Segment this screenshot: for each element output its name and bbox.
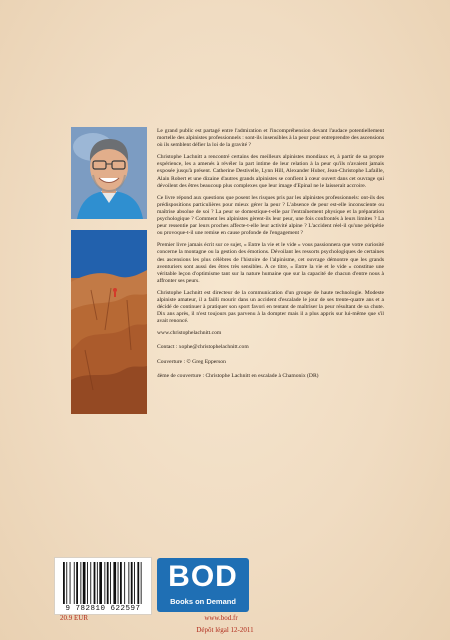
bod-tagline: Books on Demand [170, 597, 236, 606]
back-cover-credit: 4ème de couverture : Christophe Lachnitt en escalade à Chamonix (DR) [157, 372, 319, 379]
bod-logo-text: BOD [168, 560, 238, 593]
publisher-site[interactable] [0, 614, 450, 622]
climbing-photo [71, 230, 147, 414]
author-portrait-photo [71, 127, 147, 219]
bod-logo [157, 558, 249, 612]
legal-deposit: Dépôt légal 12-2011 [196, 626, 254, 634]
cover-credit: Couverture : © Greg Epperson [157, 358, 226, 365]
paragraph: Christophe Lachnitt est directeur de la communication d'un groupe de haute technologie. Modeste alpiniste amateur, il a failli mourir dans un accident d'escalade le jour de ses trente-quatre ans et a décidé de continuer à pratiquer son sport favori en tentant de maîtriser la peur résultant de sa chute. Dix ans après, il n'est toujours pas parvenu à la dompter mais il a plus appris sur lui-même que s'il avait renoncé. [157, 289, 384, 325]
publisher-site-text[interactable]: www.bod.fr [204, 614, 238, 622]
back-cover-text [157, 128, 384, 387]
contact-email[interactable]: Contact : xophe@christophelachnitt.com [157, 344, 249, 351]
isbn-barcode [54, 557, 152, 615]
price: 20.9 EUR [60, 614, 88, 622]
paragraph: Le grand public est partagé entre l'admiration et l'incompréhension devant l'audace potentiellement mortelle des alpinistes professionnels : sont-ils insensibles à la peur pour entreprendre des ascensions où ils semblent défier la loi de la gravité ? [157, 128, 384, 149]
paragraph: Christophe Lachnitt a rencontré certains des meilleurs alpinistes mondiaux et, à partir de sa propre expérience, les a amenés à révéler la part intime de leur relation à la peur qu'ils n'avaient jamais exposée jusqu'à présent. Catherine Destivelle, Lynn Hill, Alexander Huber, Jean-Christophe Lafaille, Alain Robert et une dizaine d'autres grands alpinistes se confient à cœur ouvert dans cet ouvrage qui dévoilent des êtres beaucoup plus complexes que leur image d'Epinal ne le laisserait accroire. [157, 154, 384, 189]
paragraph: Premier livre jamais écrit sur ce sujet, « Entre la vie et le vide » vous passionnera que votre curiosité concerne la montagne ou la gestion des émotions. Dévoilant les ressorts psychologiques de certaines des ascensions les plus célèbres de l'histoire de l'alpinisme, cet ouvrage démontre que les grands aventuriers sont aussi des êtres très sensibles. A ce titre, « Entre la vie et le vide » constitue une véritable leçon d'optimisme tant sur la nature humaine que sur la capacité de chacun d'entre nous à affronter ses peurs. [157, 242, 384, 284]
website-link[interactable]: www.christophelachnitt.com [157, 330, 222, 337]
barcode-number: 9 782810 622597 [65, 605, 141, 613]
paragraph: Ce livre répond aux questions que posent les risques pris par les alpinistes professionnels: ont-ils des prédispositions particulières pour mieux gérer la peur ? L'absence de peur est-elle inconsciente ou maîtrise absolue de soi ? La peur se domestique-t-elle par l'entraînement physique et la préparation psychologique ? Comment les alpinistes gèrent-ils leur peur, une fois confrontés à leurs limites ? La peur ressentie par leurs proches affecte-t-elle leur activité alpine ? L'accident réel-il qu'une péripétie ou provoque-t-il une remise en cause profonde de l'engagement ? [157, 194, 384, 237]
